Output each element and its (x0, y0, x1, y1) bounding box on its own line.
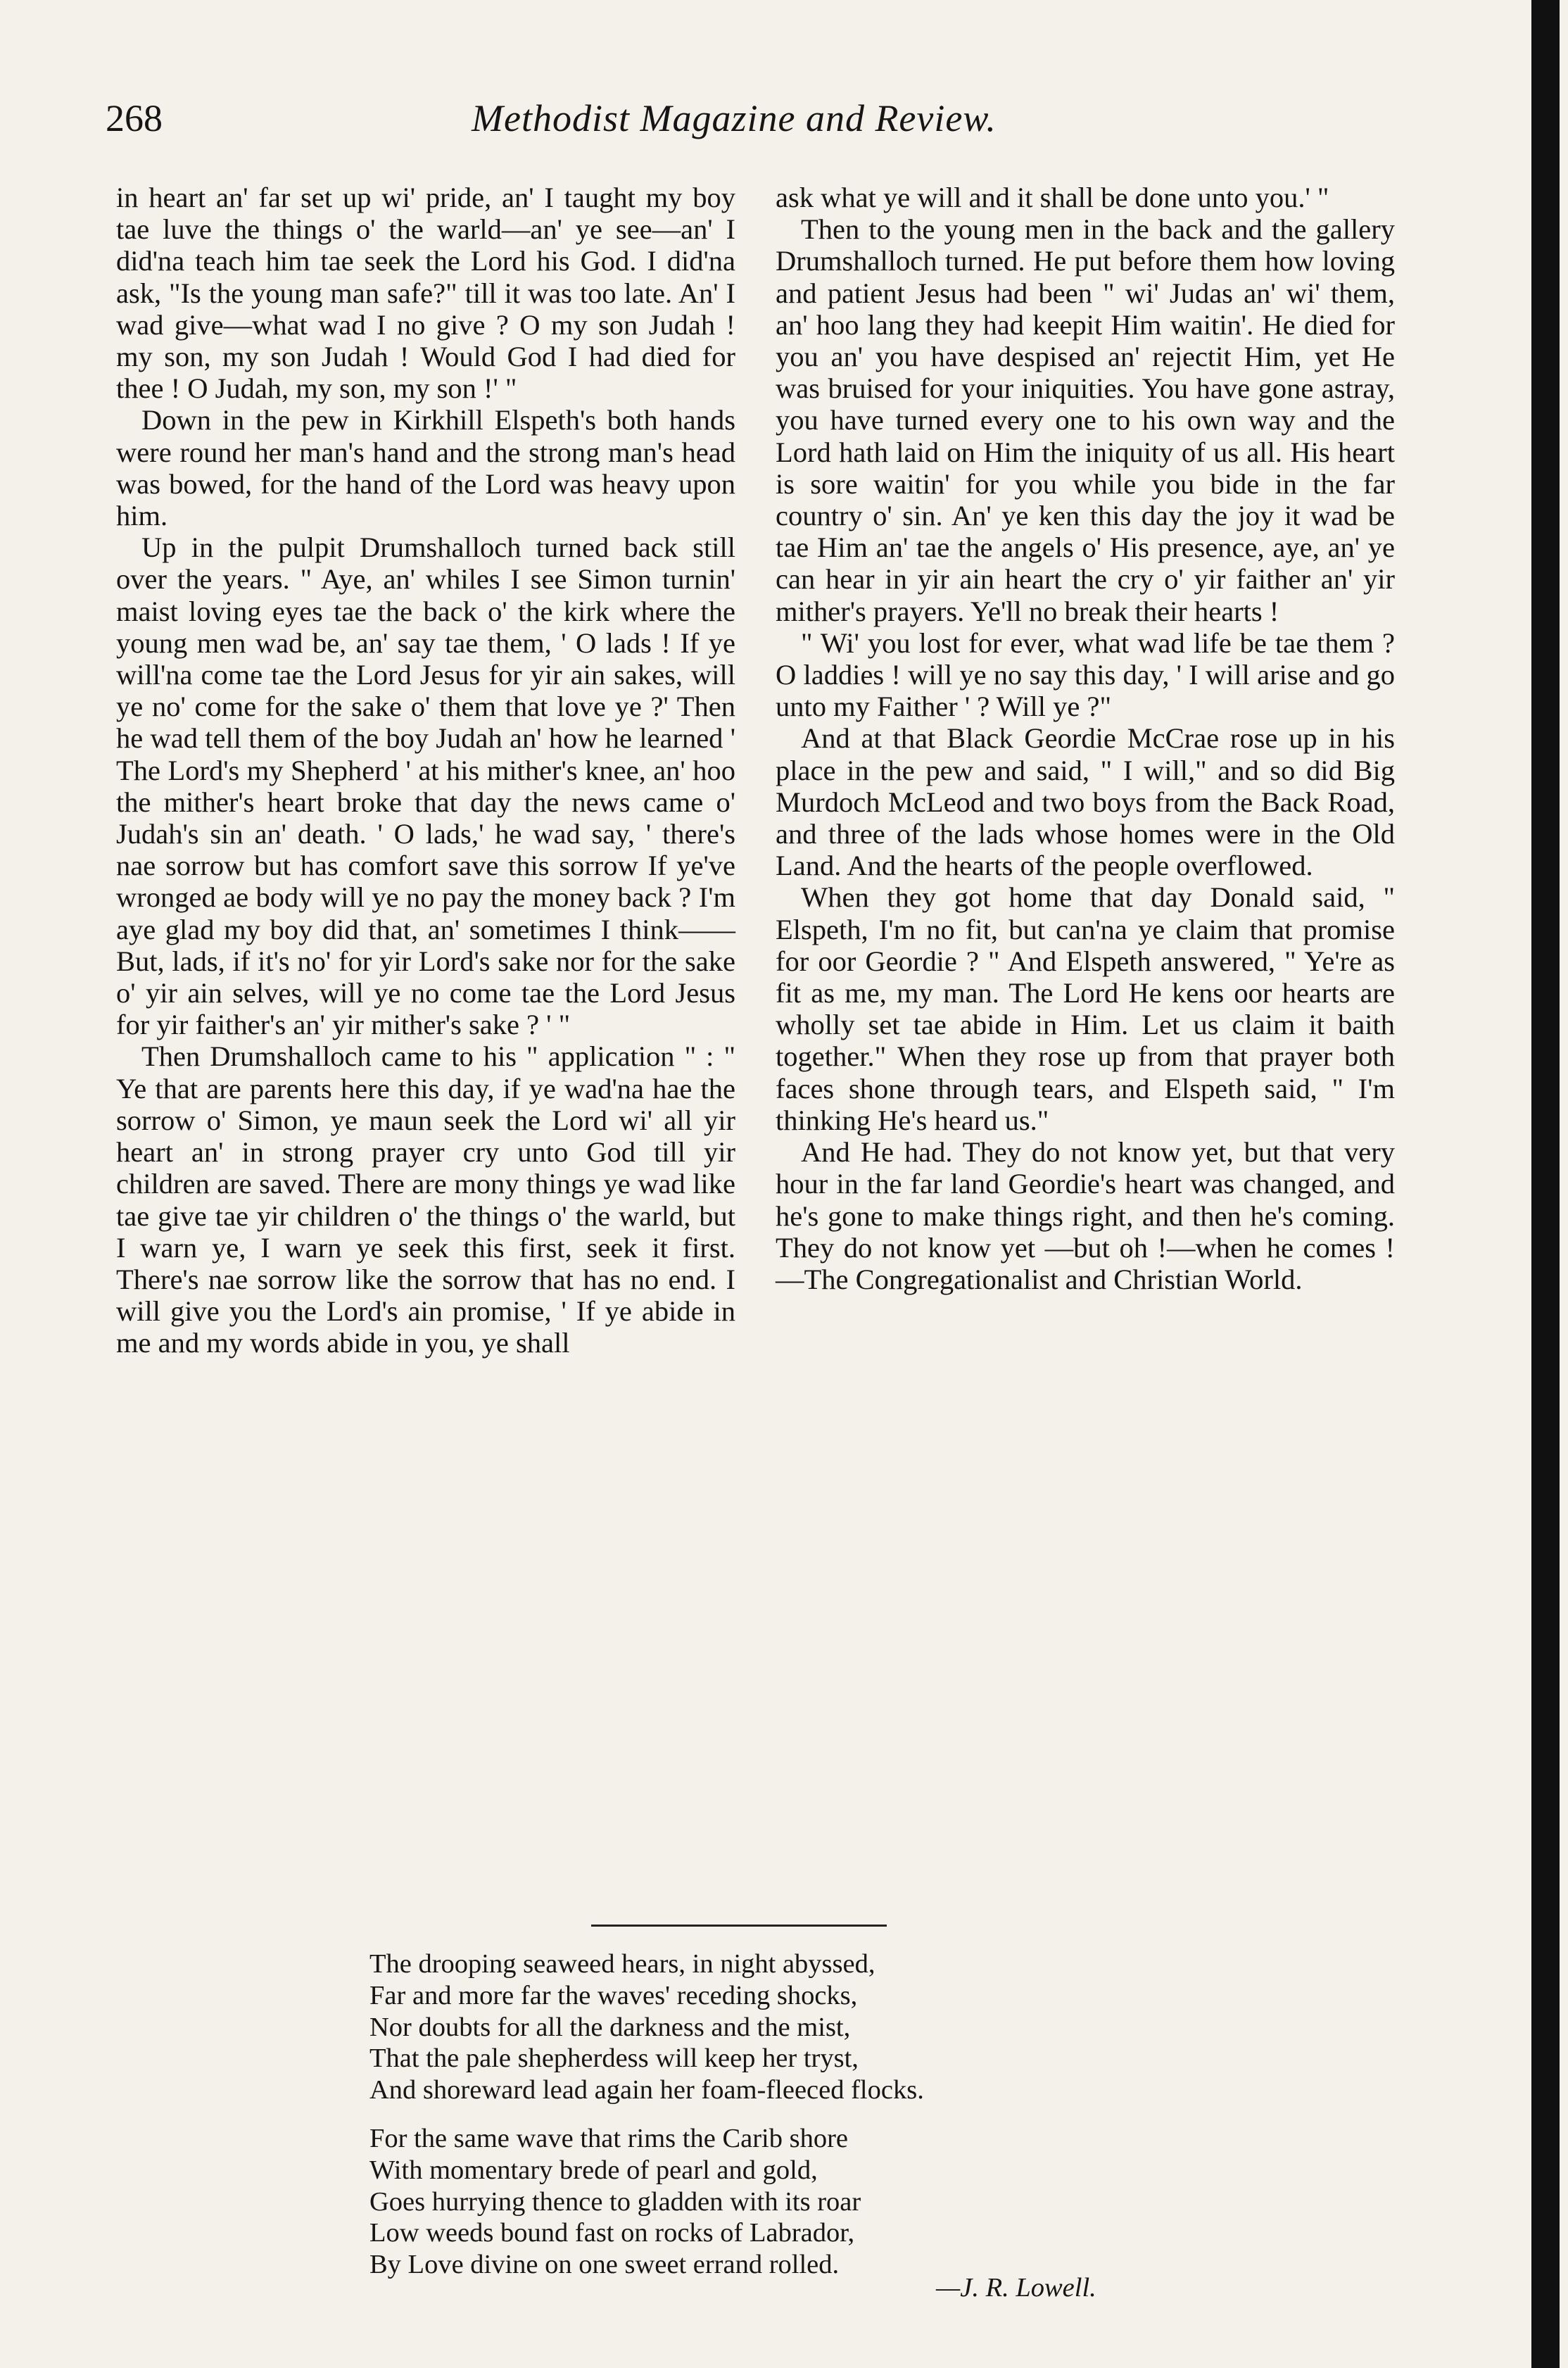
paragraph: Up in the pulpit Drumshalloch turned back still over the years. " Aye, an' whiles I see Simon turnin' maist loving eyes tae the back o' the kirk where the young men wad be, an' say tae them, ' O lads ! If ye will'na come tae the Lord Jesus for yir ain sakes, will ye no' come for the sake o' them that love ye ?' Then he wad tell them of the boy Judah an' how he learned ' The Lord's my Shepherd ' at his mither's knee, an' hoo the mither's heart broke that day the news came o' Judah's sin an' death. ' O lads,' he wad say, ' there's nae sorrow but has comfort save this sorrow If ye've wronged ae body will ye no pay the money back ? I'm aye glad my boy did that, an' sometimes I think——But, lads, if it's no' for yir Lord's sake nor for the sake o' yir ain selves, will ye no come tae the Lord Jesus for yir faither's an' yir mither's sake ? ' " (116, 531, 735, 1041)
paragraph: in heart an' far set up wi' pride, an' I taught my boy tae luve the things o' the warld—an' ye see—an' I did'na teach him tae seek the Lord his God. I did'na ask, "Is the young man safe?" till it was too late. An' I wad give—what wad I no give ? O my son Judah ! my son, my son Judah ! Would God I had died for thee ! O Judah, my son, my son !' " (116, 182, 735, 405)
poem-stanza (369, 2123, 1249, 2281)
poem-line: The drooping seaweed hears, in night abyssed, (369, 1949, 875, 1979)
left-text-column (116, 182, 735, 1359)
paragraph: ask what ye will and it shall be done unto you.' " (776, 182, 1329, 213)
paragraph: And at that Black Geordie McCrae rose up in his place in the pew and said, " I will," and so did Big Murdoch McLeod and two boys from the Back Road, and three of the lads whose homes were in the Old Land. And the hearts of the people overflowed. (776, 722, 1395, 882)
poem-line: Far and more far the waves' receding shocks, (369, 1980, 858, 2010)
poem-line: Low weeds bound fast on rocks of Labrador, (369, 2218, 855, 2248)
poem-line: Goes hurrying thence to gladden with its roar (369, 2186, 861, 2217)
paragraph: Then Drumshalloch came to his " application " : " Ye that are parents here this day, if ye wad'na hae the sorrow o' Simon, ye maun seek the Lord wi' all yir heart an' in strong prayer cry unto God till yir children are saved. There are mony things ye wad like tae give tae yir children o' the things o' the warld, but I warn ye, I warn ye seek this first, seek it first. There's nae sorrow like the sorrow that has no end. I will give you the Lord's ain promise, ' If ye abide in me and my words abide in you, ye shall (116, 1040, 735, 1359)
right-text-column (776, 182, 1395, 1295)
running-title: Methodist Magazine and Review. (472, 97, 997, 139)
paragraph: " Wi' you lost for ever, what wad life be tae them ? O laddies ! will ye no say this day, ' I will arise and go unto my Faither ' ? Will ye ?" (776, 626, 1395, 723)
paragraph: When they got home that day Donald said, " Elspeth, I'm no fit, but can'na ye claim that promise for oor Geordie ? " And Elspeth answered, " Ye're as fit as me, my man. The Lord He kens oor hearts are wholly set tae abide in Him. Let us claim it baith together." When they rose up from that prayer both faces shone through tears, and Elspeth said, " I'm thinking He's heard us." (776, 881, 1395, 1136)
poem-line: And shoreward lead again her foam-fleeced flocks. (369, 2075, 924, 2105)
poem-line: Nor doubts for all the darkness and the mist, (369, 2012, 851, 2042)
poem-line: By Love divine on one sweet errand rolled. (369, 2250, 840, 2280)
page-header (106, 83, 1450, 153)
page-number: 268 (106, 97, 163, 139)
poem-stanza (369, 1948, 1249, 2106)
paragraph: Then to the young men in the back and the gallery Drumshalloch turned. He put before them how loving and patient Jesus had been " wi' Judas an' wi' them, an' hoo lang they had keepit Him waitin'. He died for you an' you have despised an' rejectit Him, yet He was bruised for your iniquities. You have gone astray, you have turned every one to his own way and the Lord hath laid on Him the iniquity of us all. His heart is sore waitin' for you while you bide in the far country o' sin. An' ye ken this day the joy it wad be tae Him an' tae the angels o' His presence, aye, an' ye can hear in yir ain heart the cry o' yir faither an' yir mither's prayers. Ye'll no break their hearts ! (776, 213, 1395, 627)
paragraph: Down in the pew in Kirkhill Elspeth's both hands were round her man's hand and the strong man's head was bowed, for the hand of the Lord was heavy upon him. (116, 404, 735, 532)
poem-author: —J. R. Lowell. (936, 2273, 1096, 2303)
page-edge-bar (1531, 0, 1560, 2368)
poem-line: That the pale shepherdess will keep her tryst, (369, 2043, 859, 2074)
section-divider (591, 1925, 887, 1927)
poem (369, 1948, 1249, 2298)
poem-line: With momentary brede of pearl and gold, (369, 2155, 818, 2185)
poem-line: For the same wave that rims the Carib shore (369, 2123, 848, 2153)
paragraph: And He had. They do not know yet, but that very hour in the far land Geordie's heart was changed, and he's gone to make things right, and then he's coming. They do not know yet —but oh !—when he comes !—The Congregationalist and Christian World. (776, 1136, 1395, 1295)
